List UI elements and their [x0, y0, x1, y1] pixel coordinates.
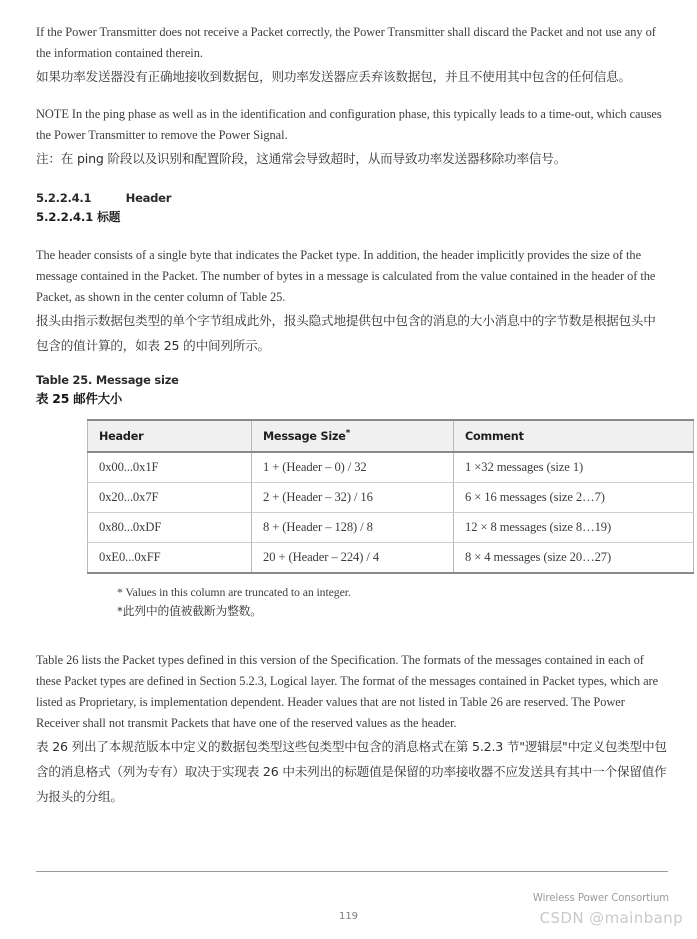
column-header-message-size-label: Message Size	[263, 429, 346, 443]
footer-divider	[36, 871, 668, 872]
cell-header-range: 0x20...0x7F	[88, 483, 252, 513]
cell-comment: 1 ×32 messages (size 1)	[454, 452, 694, 483]
paragraph-4-chinese: 表 26 列出了本规范版本中定义的数据包类型这些包类型中包含的消息格式在第 5.2.3 节"逻辑层"中定义包类型中包含的消息格式（列为专有）取决于实现表 26 中未列出的标题值是保留的功率接收器不应发送具有其中一个保留值作为报头的分组。	[36, 739, 667, 804]
page-content	[36, 22, 668, 809]
table-row	[88, 483, 694, 513]
cell-message-size: 2 + (Header – 32) / 16	[252, 483, 454, 513]
note-english: NOTE In the ping phase as well as in the identification and configuration phase, this typically leads to a time-out, which causes the Power Transmitter to remove the Power Signal.	[36, 107, 662, 142]
cell-header-range: 0x80...0xDF	[88, 513, 252, 543]
table-caption-english: Table 25. Message size	[36, 373, 179, 387]
spacer	[36, 171, 668, 191]
cell-header-range: 0xE0...0xFF	[88, 543, 252, 574]
cell-message-size: 8 + (Header – 128) / 8	[252, 513, 454, 543]
page-number: 119	[338, 911, 359, 922]
cell-comment: 6 × 16 messages (size 2…7)	[454, 483, 694, 513]
table-footnotes	[117, 584, 668, 621]
table-row	[88, 543, 694, 574]
table-footnote-chinese: *此列中的值被截断为整数。	[117, 604, 262, 618]
cell-header-range: 0x00...0x1F	[88, 452, 252, 483]
paragraph-3-chinese: 报头由指示数据包类型的单个字节组成此外，报头隐式地提供包中包含的消息的大小消息中的字节数是根据包头中包含的值计算的，如表 25 的中间列所示。	[36, 313, 656, 353]
column-header-header-label: Header	[99, 429, 144, 443]
spacer	[36, 621, 668, 641]
column-header-comment-label: Comment	[465, 429, 524, 443]
table-row	[88, 513, 694, 543]
cell-message-size: 1 + (Header – 0) / 32	[252, 452, 454, 483]
table-footnote-english: * Values in this column are truncated to an integer.	[117, 585, 351, 599]
paragraph-4-english: Table 26 lists the Packet types defined in this version of the Specification. The formats of the messages contained in each of these Packet types are defined in Section 5.2.3, Logical layer. The format of the messages contained in Packet types, which are listed as Proprietary, is implementation dependent. Header values that are not listed in Table 26 are reserved. The Power Receiver shall not transmit Packets that have one of the reserved values as the header.	[36, 653, 659, 730]
column-header-message-size	[252, 420, 454, 452]
cell-comment: 8 × 4 messages (size 20…27)	[454, 543, 694, 574]
cell-comment: 12 × 8 messages (size 8…19)	[454, 513, 694, 543]
spacer	[36, 225, 668, 245]
footer-organization: Wireless Power Consortium	[532, 893, 669, 904]
message-size-table-wrapper	[87, 419, 657, 574]
spacer	[36, 89, 668, 104]
message-size-table	[87, 419, 694, 574]
cell-message-size: 20 + (Header – 224) / 4	[252, 543, 454, 574]
spacer	[36, 358, 668, 373]
table-row	[88, 452, 694, 483]
table-caption-chinese: 表 25 邮件大小	[36, 391, 123, 406]
footnote-marker-icon: *	[345, 427, 351, 438]
note-chinese: 注：在 ping 阶段以及识别和配置阶段，这通常会导致超时，从而导致功率发送器移除功率信号。	[36, 151, 567, 166]
column-header-comment	[454, 420, 694, 452]
paragraph-1-chinese: 如果功率发送器没有正确地接收到数据包，则功率发送器应丢弃该数据包，并且不使用其中包含的任何信息。	[36, 69, 631, 84]
table-head	[88, 420, 694, 452]
table-header-row	[88, 420, 694, 452]
section-heading-english: 5.2.2.4.1 Header	[36, 191, 172, 205]
spacer	[36, 641, 668, 650]
paragraph-3-english: The header consists of a single byte that indicates the Packet type. In addition, the header implicitly provides the size of the message contained in the Packet. The number of bytes in a message is calculated from the value contained in the header of the Packet, as shown in the center column of Table 25.	[36, 248, 656, 304]
paragraph-1-english: If the Power Transmitter does not receive a Packet correctly, the Power Transmitter shall discard the Packet and not use any of the information contained therein.	[36, 25, 656, 60]
table-body	[88, 452, 694, 573]
column-header-header	[88, 420, 252, 452]
watermark: CSDN @mainbanp	[539, 909, 683, 927]
section-heading-chinese: 5.2.2.4.1 标题	[36, 210, 121, 224]
